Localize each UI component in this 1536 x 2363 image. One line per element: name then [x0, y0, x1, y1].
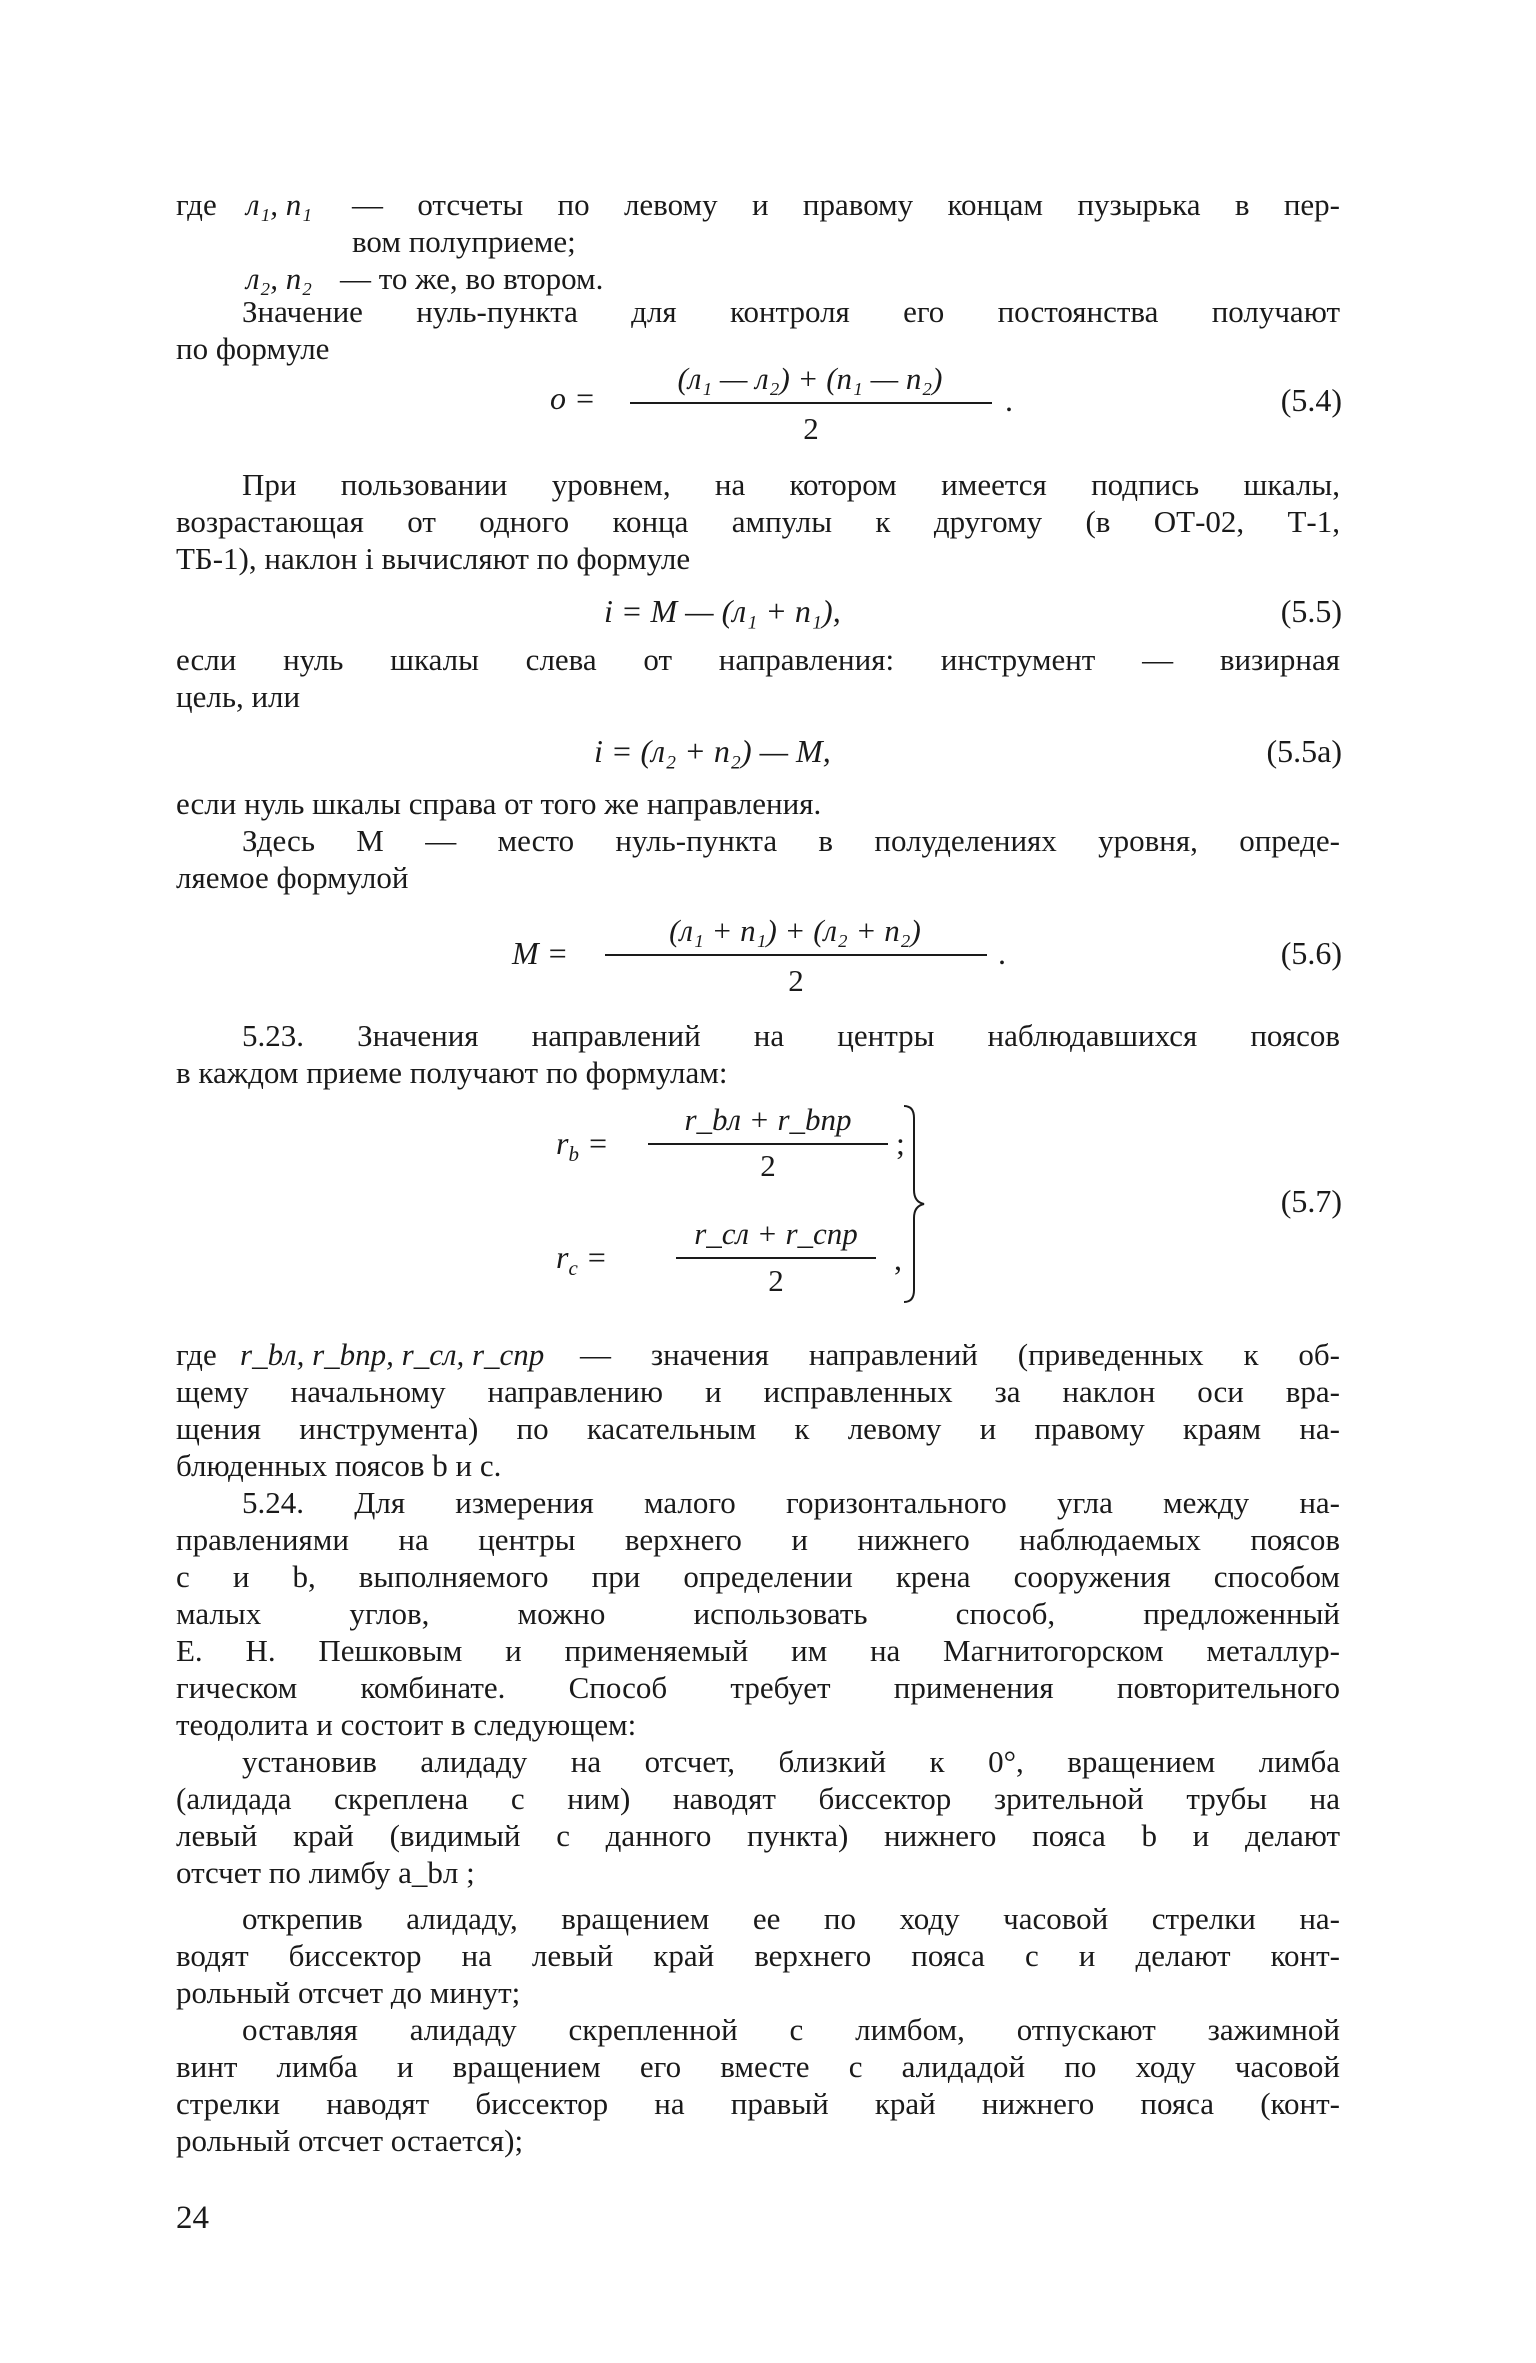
paragraph-line: рольный отсчет до минут;	[176, 1975, 521, 2010]
equation-lhs: $r_c$ =	[556, 1239, 608, 1280]
equation-number: (5.5а)	[1266, 733, 1342, 769]
where-text: — значения направлений (приведенных к об-	[580, 1337, 1340, 1372]
fraction-bar	[676, 1257, 876, 1259]
equation-body: i = M — (л₁ + п₁),	[604, 593, 841, 629]
equation-number: (5.5)	[1280, 593, 1342, 629]
where-text: — то же, во втором.	[340, 261, 604, 296]
equation-tail: .	[998, 935, 1006, 971]
equation-denominator: 2	[788, 963, 804, 998]
paragraph-line: стрелки наводят биссектор на правый край нижнего пояса (конт-	[176, 2086, 1340, 2121]
paragraph-line: ТБ-1), наклон i вычисляют по формуле	[176, 541, 691, 576]
paragraph-line: правлениями на центры верхнего и нижнего наблюдаемых поясов	[176, 1522, 1340, 1557]
equation-lhs: M =	[512, 935, 569, 971]
where-lead: где	[176, 1337, 217, 1372]
paragraph-line: левый край (видимый с данного пункта) нижнего пояса b и делают	[176, 1818, 1340, 1853]
where-lead: где	[176, 187, 217, 222]
equation-numerator: (л₁ + п₁) + (л₂ + п₂)	[669, 913, 921, 948]
fraction-bar	[648, 1143, 888, 1145]
paragraph-line: щения инструмента) по касательным к левому и правому краям на-	[176, 1411, 1340, 1446]
equation-numerator: r_bл + r_bпр	[684, 1102, 852, 1137]
where-symbols: r_bл, r_bпр, r_cл, r_cпр	[240, 1337, 545, 1372]
paragraph-line: водят биссектор на левый край верхнего пояса c и делают конт-	[176, 1938, 1340, 1973]
paragraph-line: цель, или	[176, 679, 301, 714]
paragraph-line: установив алидаду на отсчет, близкий к 0°, вращением лимба	[242, 1744, 1340, 1779]
paragraph-line: гическом комбинате. Способ требует применения повторительного	[176, 1670, 1340, 1705]
paragraph-line: по формуле	[176, 331, 330, 366]
paragraph-line: (алидада скреплена с ним) наводят биссектор зрительной трубы на	[176, 1781, 1340, 1816]
where-text: вом полуприеме;	[352, 224, 576, 259]
where-text: — отсчеты по левому и правому концам пузырька в пер-	[352, 187, 1340, 222]
paragraph-line: теодолита и состоит в следующем:	[176, 1707, 637, 1742]
fraction-bar	[605, 954, 987, 956]
curly-brace	[900, 1104, 930, 1304]
equation-denominator: 2	[760, 1148, 776, 1183]
equation-tail: .	[1005, 382, 1013, 418]
equation-body: i = (л₂ + п₂) — M,	[594, 733, 831, 769]
equation-denominator: 2	[768, 1263, 784, 1298]
paragraph-line: если нуль шкалы слева от направления: инструмент — визирная	[176, 642, 1340, 677]
paragraph-line: Значение нуль-пункта для контроля его постоянства получают	[242, 294, 1340, 329]
paragraph-line: Е. Н. Пешковым и применяемый им на Магнитогорском металлур-	[176, 1633, 1340, 1668]
equation-numerator: r_cл + r_cпр	[694, 1216, 858, 1251]
paragraph-line: малых углов, можно использовать способ, предложенный	[176, 1596, 1340, 1631]
equation-lhs: o =	[550, 380, 596, 416]
paragraph-line: c и b, выполняемого при определении крена сооружения способом	[176, 1559, 1340, 1594]
paragraph-line: возрастающая от одного конца ампулы к другому (в ОТ-02, Т-1,	[176, 504, 1340, 539]
paragraph-line: винт лимба и вращением его вместе с алидадой по ходу часовой	[176, 2049, 1340, 2084]
paragraph-line: ляемое формулой	[176, 860, 409, 895]
equation-lhs: $r_b$ =	[556, 1125, 609, 1166]
paragraph-line: блюденных поясов b и c.	[176, 1448, 502, 1483]
paragraph-line: оставляя алидаду скрепленной с лимбом, отпускают зажимной	[242, 2012, 1340, 2047]
paragraph-line: рольный отсчет остается);	[176, 2123, 524, 2158]
equation-number: (5.4)	[1280, 382, 1342, 418]
paragraph-line: При пользовании уровнем, на котором имеется подпись шкалы,	[242, 467, 1340, 502]
equation-tail: ,	[894, 1241, 902, 1277]
equation-denominator: 2	[803, 411, 819, 446]
paragraph-line: открепив алидаду, вращением ее по ходу часовой стрелки на-	[242, 1901, 1340, 1936]
paragraph-line: отсчет по лимбу a_bл ;	[176, 1855, 475, 1890]
paragraph-line: в каждом приеме получают по формулам:	[176, 1055, 728, 1090]
paragraph-line: 5.24. Для измерения малого горизонтального угла между на-	[242, 1485, 1340, 1520]
paragraph-line: 5.23. Значения направлений на центры наблюдавшихся поясов	[242, 1018, 1340, 1053]
where-symbols: л₂, п₂	[246, 261, 313, 296]
equation-tail: ;	[896, 1125, 905, 1161]
paragraph-line: Здесь M — место нуль-пункта в полуделениях уровня, опреде-	[242, 823, 1340, 858]
paragraph-line: щему начальному направлению и исправленных за наклон оси вра-	[176, 1374, 1340, 1409]
where-symbols: л₁, п₁	[246, 187, 313, 222]
fraction-bar	[630, 402, 992, 404]
equation-number: (5.7)	[1280, 1183, 1342, 1219]
equation-numerator: (л₁ — л₂) + (п₁ — п₂)	[677, 361, 943, 396]
paragraph-line: если нуль шкалы справа от того же направления.	[176, 786, 822, 821]
page-number: 24	[176, 2200, 209, 2236]
equation-number: (5.6)	[1280, 935, 1342, 971]
